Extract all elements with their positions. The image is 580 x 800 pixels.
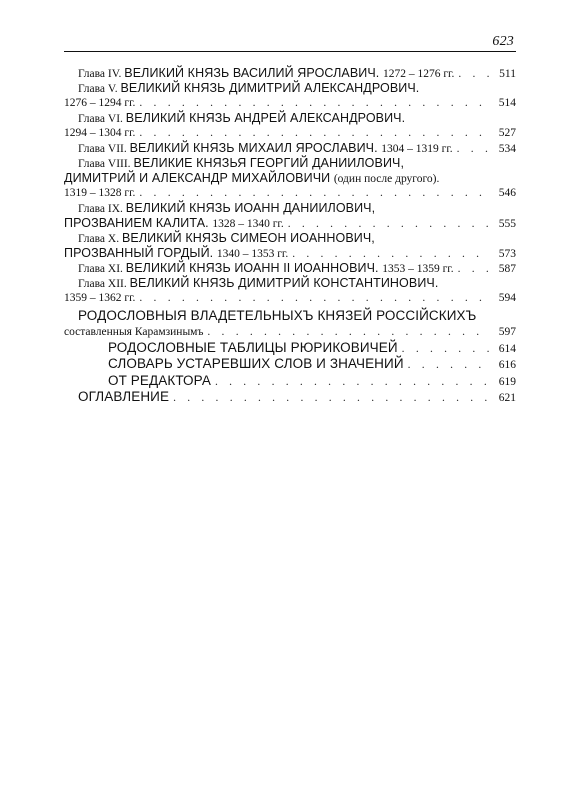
toc-entry-years: 1353 – 1359 гг. [382, 263, 454, 275]
toc-entry-chapter-5[interactable] [64, 81, 516, 96]
toc-entry-caps: СЛОВАРЬ УСТАРЕВШИХ СЛОВ И ЗНАЧЕНИЙ [108, 356, 404, 371]
toc-entry-title: Глава XII. [78, 278, 130, 290]
dot-leader [215, 374, 489, 391]
dot-leader [139, 126, 489, 141]
toc-entry-chapter-12[interactable] [64, 276, 516, 291]
toc-entry-years: 1319 – 1328 гг. [64, 187, 136, 199]
toc-entry-years: 1304 – 1319 гг. [381, 143, 453, 155]
toc-entry-glossary[interactable] [64, 356, 516, 373]
table-of-contents [64, 66, 516, 406]
toc-entry-caps: ПРОЗВАННЫЙ ГОРДЫЙ. [64, 246, 217, 260]
toc-entry-years: 1294 – 1304 гг. [64, 127, 136, 139]
toc-entry-chapter-9[interactable] [64, 201, 516, 216]
toc-entry-chapter-8-cont[interactable] [64, 171, 516, 186]
toc-entry-chapter-5-cont[interactable] [64, 96, 516, 111]
toc-entry-caps: ВЕЛИКИЙ КНЯЗЬ ДИМИТРИЙ АЛЕКСАНДРОВИЧ. [120, 81, 420, 95]
toc-entry-years: 1328 – 1340 гг. [212, 218, 284, 230]
toc-entry-chapter-10-cont[interactable] [64, 246, 516, 261]
toc-entry-caps: РОДОСЛОВНЫЕ ТАБЛИЦЫ РЮРИКОВИЧЕЙ [108, 339, 398, 355]
toc-entry-caps: ОГЛАВЛЕНИЕ [78, 389, 170, 404]
toc-entry-years: 1276 – 1294 гг. [64, 97, 136, 109]
toc-entry-years: 1272 – 1276 гг. [382, 68, 455, 80]
toc-entry-chapter-10[interactable] [64, 231, 516, 246]
dot-leader [457, 142, 489, 157]
toc-entry-chapter-4[interactable] [64, 66, 516, 81]
toc-page-number: 621 [498, 392, 516, 404]
toc-entry-caps: ВЕЛИКИЕ КНЯЗЬЯ ГЕОРГИЙ ДАНИИЛОВИЧ, [133, 156, 405, 170]
toc-entry-contents[interactable] [64, 389, 516, 406]
toc-entry-caps: ВЕЛИКИЙ КНЯЗЬ ДИМИТРИЙ КОНСТАНТИНОВИЧ. [129, 276, 439, 290]
dot-leader [288, 217, 489, 232]
toc-entry-chapter-7[interactable] [64, 141, 516, 156]
toc-entry-subtitle: составленныя Карамзинымъ [64, 325, 204, 338]
toc-entry-years: 1340 – 1353 гг. [216, 248, 289, 260]
toc-page-number: 534 [498, 143, 516, 155]
toc-entry-chapter-11[interactable] [64, 261, 516, 276]
toc-entry-chapter-8-cont[interactable] [64, 186, 516, 201]
header-rule [64, 51, 516, 52]
dot-leader [402, 341, 489, 358]
toc-entry-genealogies-cont[interactable] [64, 325, 516, 340]
toc-entry-title: Глава VII. [78, 143, 130, 155]
toc-page-number: 594 [498, 292, 516, 304]
dot-leader [292, 247, 489, 262]
page-number: 623 [492, 34, 514, 49]
toc-page-number: 546 [498, 187, 516, 199]
toc-entry-years: 1359 – 1362 гг. [64, 292, 136, 304]
toc-entry-caps: ВЕЛИКИЙ КНЯЗЬ СИМЕОН ИОАННОВИЧ, [121, 231, 375, 245]
toc-entry-caps: ДИМИТРИЙ И АЛЕКСАНДР МИХАЙЛОВИЧИ [64, 171, 334, 185]
toc-entry-title: Глава XI. [78, 263, 126, 275]
toc-entry-caps: РОДОСЛОВНЫЯ ВЛАДЕТЕЛЬНЫХЪ КНЯЗЕЙ РОССІЙСКИХЪ [78, 308, 477, 323]
dot-leader [458, 262, 489, 277]
toc-entry-chapter-12-cont[interactable] [64, 291, 516, 306]
toc-entry-caps: ВЕЛИКИЙ КНЯЗЬ АНДРЕЙ АЛЕКСАНДРОВИЧ. [125, 111, 406, 125]
toc-entry-caps: ОТ РЕДАКТОРА [108, 372, 211, 388]
toc-page-number: 527 [498, 127, 516, 139]
dot-leader [139, 96, 489, 111]
dot-leader [139, 186, 489, 201]
toc-page-number: 555 [498, 218, 516, 230]
toc-page-number: 514 [498, 97, 516, 109]
dot-leader [173, 390, 489, 407]
toc-entry-chapter-6-cont[interactable] [64, 126, 516, 141]
toc-entry-genealogies[interactable] [64, 308, 516, 325]
toc-page-number: 616 [498, 359, 516, 371]
toc-entry-chapter-9-cont[interactable] [64, 216, 516, 231]
toc-entry-chapter-6[interactable] [64, 111, 516, 126]
toc-entry-caps: ПРОЗВАНИЕМ КАЛИТА. [64, 216, 213, 230]
dot-leader [207, 325, 489, 340]
toc-page-number: 614 [498, 342, 516, 355]
toc-page-number: 573 [498, 248, 516, 260]
toc-entry-caps: ВЕЛИКИЙ КНЯЗЬ ВАСИЛИЙ ЯРОСЛАВИЧ. [124, 66, 383, 80]
toc-page-number: 587 [498, 263, 516, 275]
dot-leader [408, 357, 489, 374]
dot-leader [458, 67, 489, 82]
dot-leader [139, 291, 489, 306]
toc-entry-editor-note[interactable] [64, 373, 516, 390]
toc-entry-rurik-tables[interactable] [64, 340, 516, 357]
toc-page-number: 619 [498, 375, 516, 388]
toc-entry-title: Глава IX. [78, 203, 126, 215]
toc-entry-title: Глава VI. [78, 113, 126, 125]
toc-entry-caps: ВЕЛИКИЙ КНЯЗЬ ИОАНН II ИОАННОВИЧ. [125, 261, 383, 275]
toc-entry-title: Глава IV. [78, 68, 125, 80]
toc-entry-caps: ВЕЛИКИЙ КНЯЗЬ ИОАНН ДАНИИЛОВИЧ, [125, 201, 376, 215]
toc-entry-title: Глава VIII. [78, 158, 134, 170]
toc-entry-caps: ВЕЛИКИЙ КНЯЗЬ МИХАИЛ ЯРОСЛАВИЧ. [129, 141, 382, 155]
toc-entry-title: Глава X. [78, 233, 122, 245]
toc-entry-note: (один после другого). [333, 173, 440, 185]
toc-entry-chapter-8[interactable] [64, 156, 516, 171]
toc-entry-title: Глава V. [78, 83, 121, 95]
toc-page-number: 597 [498, 325, 516, 338]
toc-page-number: 511 [499, 68, 516, 80]
